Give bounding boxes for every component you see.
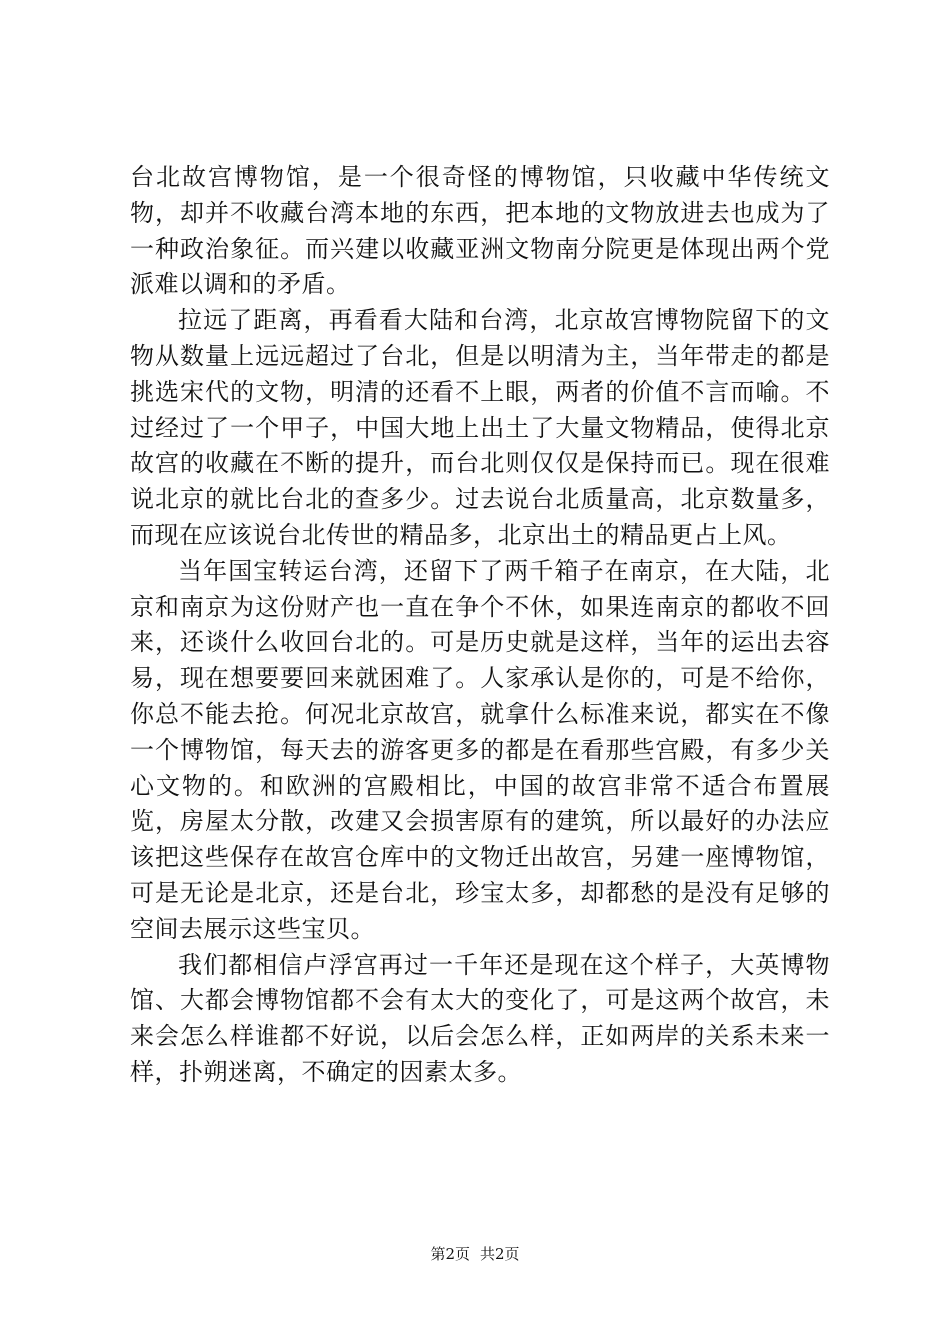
page-footer [0,1244,950,1264]
paragraph-4: 我们都相信卢浮宫再过一千年还是现在这个样子，大英博物馆、大都会博物馆都不会有太大的变化了，可是这两个故宫，未来会怎么样谁都不好说，以后会怎么样，正如两岸的关系未来一样，扑朔迷离，不确定的因素太多。 [130,950,830,1086]
page-number-current: 第2页 [430,1245,470,1263]
page-number-total: 共2页 [480,1245,520,1263]
paragraph-3: 当年国宝转运台湾，还留下了两千箱子在南京，在大陆，北京和南京为这份财产也一直在争个不休，如果连南京的都收不回来，还谈什么收回台北的。可是历史就是这样，当年的运出去容易，现在想要要回来就困难了。人家承认是你的，可是不给你，你总不能去抢。何况北京故宫，就拿什么标准来说，都实在不像一个博物馆，每天去的游客更多的都是在看那些宫殿，有多少关心文物的。和欧洲的宫殿相比，中国的故宫非常不适合布置展览，房屋太分散，改建又会损害原有的建筑，所以最好的办法应该把这些保存在故宫仓库中的文物迁出故宫，另建一座博物馆，可是无论是北京，还是台北，珍宝太多，却都愁的是没有足够的空间去展示这些宝贝。 [130,556,830,943]
document-body [130,160,830,1091]
paragraph-1: 台北故宫博物馆，是一个很奇怪的博物馆，只收藏中华传统文物，却并不收藏台湾本地的东西，把本地的文物放进去也成为了一种政治象征。而兴建以收藏亚洲文物南分院更是体现出两个党派难以调和的矛盾。 [130,163,830,299]
paragraph-2: 拉远了距离，再看看大陆和台湾，北京故宫博物院留下的文物从数量上远远超过了台北，但是以明清为主，当年带走的都是挑选宋代的文物，明清的还看不上眼，两者的价值不言而喻。不过经过了一个甲子，中国大地上出土了大量文物精品，使得北京故宫的收藏在不断的提升，而台北则仅仅是保持而已。现在很难说北京的就比台北的查多少。过去说台北质量高，北京数量多，而现在应该说台北传世的精品多，北京出土的精品更占上风。 [130,306,830,549]
